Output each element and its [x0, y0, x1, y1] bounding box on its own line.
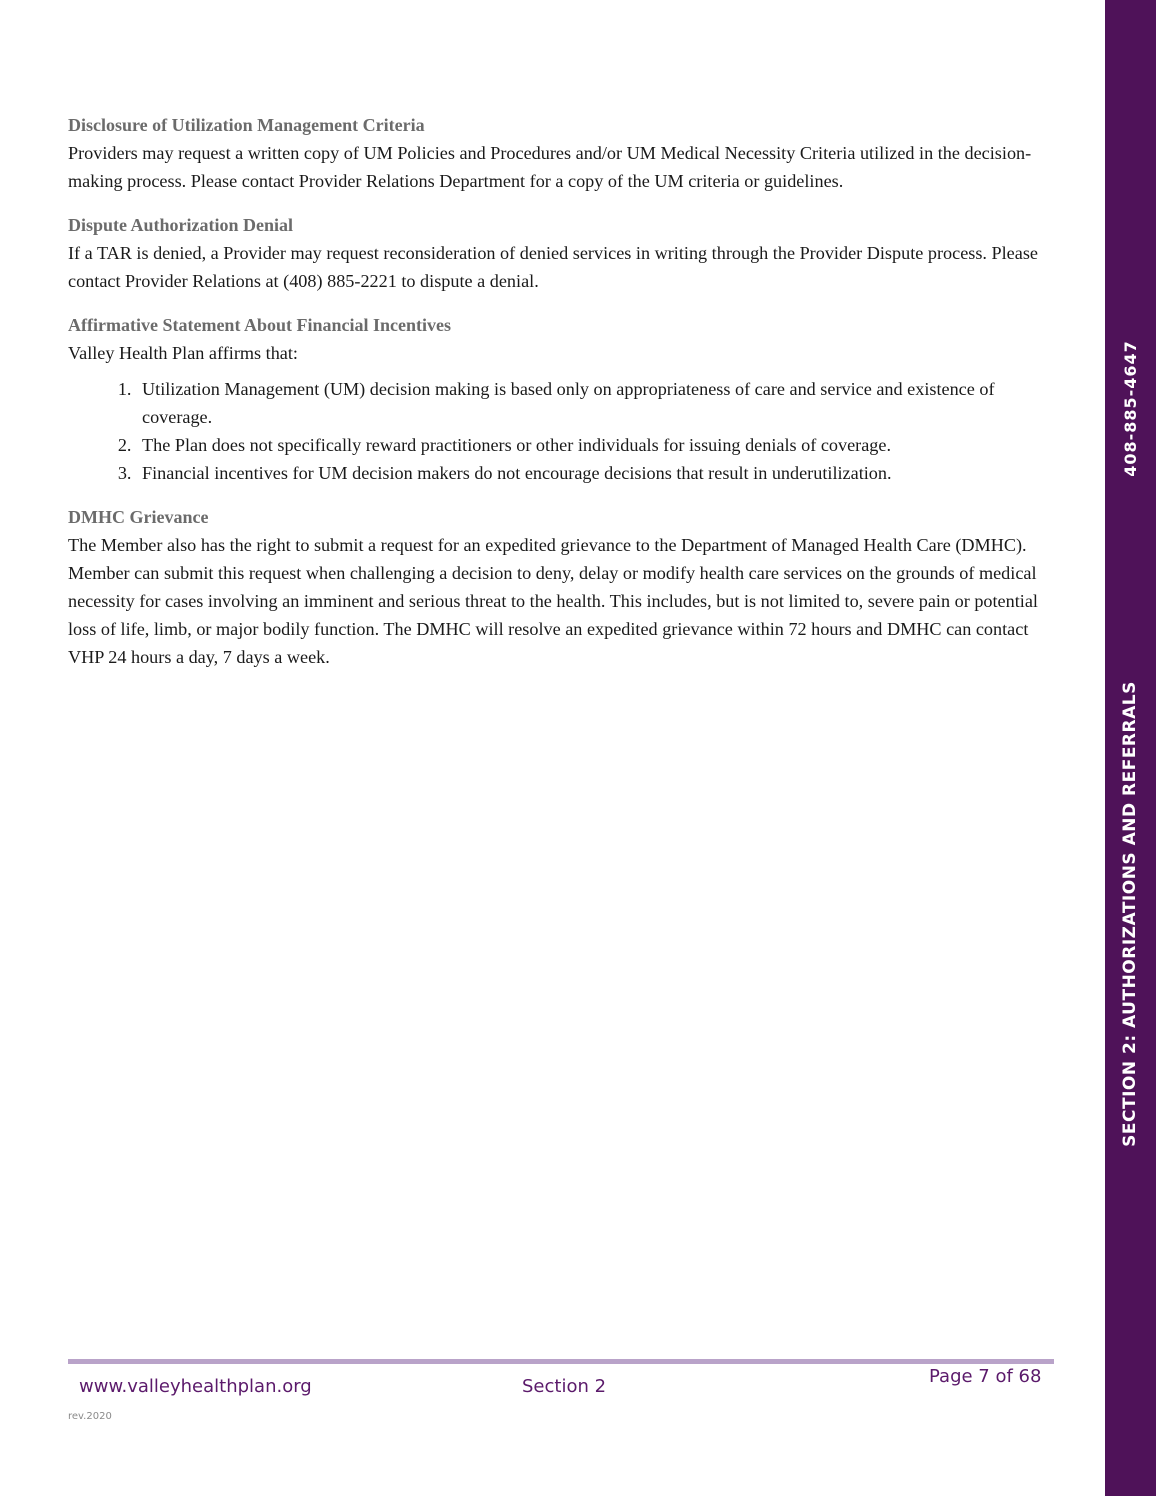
- list-item: 2. The Plan does not specifically reward practitioners or other individuals for issuing denials of coverage.: [136, 431, 1058, 459]
- main-content: [68, 112, 1058, 688]
- dispute-heading: Dispute Authorization Denial: [68, 215, 294, 235]
- list-item: 1. Utilization Management (UM) decision making is based only on appropriateness of care and service and existence of coverage.: [136, 375, 1058, 431]
- dispute-body: If a TAR is denied, a Provider may request reconsideration of denied services in writing through the Provider Dispute process. Please contact Provider Relations at (408) 885-2221 to dispute a denial.: [68, 243, 1038, 291]
- affirmative-section: [68, 312, 1058, 487]
- affirmative-list: [68, 375, 1058, 487]
- footer-revision: rev.2020: [68, 1411, 112, 1422]
- dispute-section: [68, 212, 1058, 295]
- disclosure-section: [68, 112, 1058, 195]
- disclosure-heading: Disclosure of Utilization Management Criteria: [68, 115, 425, 135]
- disclosure-body: Providers may request a written copy of UM Policies and Procedures and/or UM Medical Necessity Criteria utilized in the decision-making process. Please contact Provider Relations Department for a copy of the UM criteria or guidelines.: [68, 143, 1032, 191]
- footer-page-number: Page 7 of 68: [929, 1366, 1042, 1387]
- footer-website-link[interactable]: www.valleyhealthplan.org: [79, 1376, 312, 1397]
- affirmative-heading: Affirmative Statement About Financial Incentives: [68, 315, 451, 335]
- footer-divider: [68, 1359, 1054, 1364]
- dmhc-body: The Member also has the right to submit a request for an expedited grievance to the Department of Managed Health Care (DMHC). Member can submit this request when challenging a decision to deny, delay or modify health care services on the grounds of medical necessity for cases involving an imminent and serious threat to the health. This includes, but is not limited to, severe pain or potential loss of life, limb, or major bodily function. The DMHC will resolve an expedited grievance within 72 hours and DMHC can contact VHP 24 hours a day, 7 days a week.: [68, 535, 1038, 667]
- dmhc-section: [68, 504, 1058, 671]
- sidebar-phone: 408-885-4647: [1120, 339, 1140, 477]
- footer-section-label: Section 2: [522, 1376, 607, 1397]
- sidebar-section-title: SECTION 2: AUTHORIZATIONS AND REFERRALS: [1119, 681, 1140, 1147]
- list-item: 3. Financial incentives for UM decision makers do not encourage decisions that result in underutilization.: [136, 459, 1058, 487]
- affirmative-intro: Valley Health Plan affirms that:: [68, 343, 298, 363]
- dmhc-heading: DMHC Grievance: [68, 507, 209, 527]
